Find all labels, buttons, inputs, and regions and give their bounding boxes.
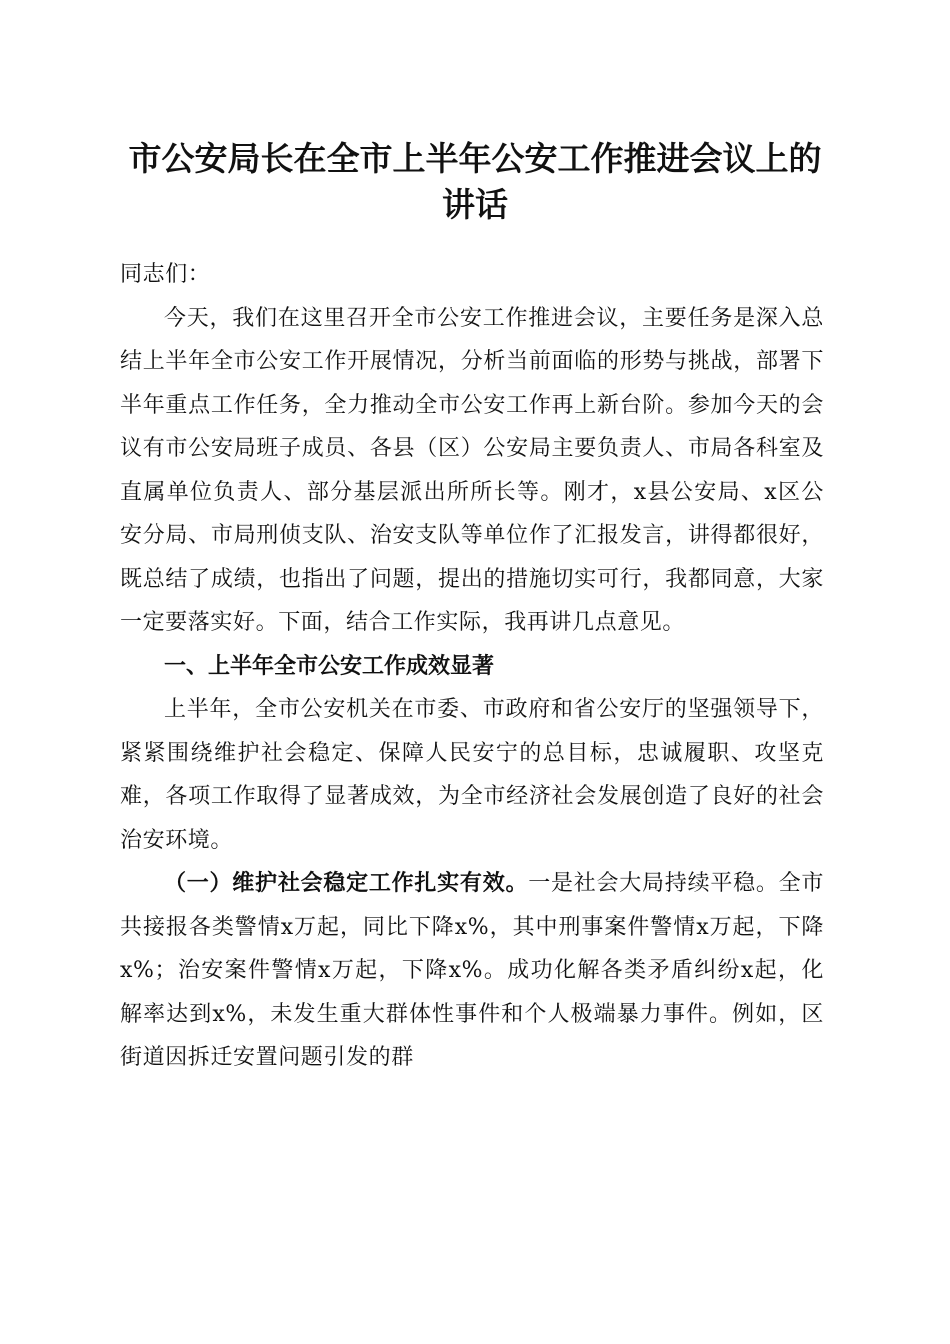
intro-paragraph: 今天，我们在这里召开全市公安工作推进会议，主要任务是深入总结上半年全市公安工作开展情况，分析当前面临的形势与挑战，部署下半年重点工作任务，全力推动全市公安工作再上新台阶。参加今天的会议有市公安局班子成员、各县（区）公安局主要负责人、市局各科室及直属单位负责人、部分基层派出所所长等。刚才，x县公安局、x区公安分局、市局刑侦支队、治安支队等单位作了汇报发言，讲得都很好，既总结了成绩，也指出了问题，提出的措施切实可行，我都同意，大家一定要落实好。下面，结合工作实际，我再讲几点意见。	[120, 305, 824, 635]
subsection-lead: （一）维护社会稳定工作扎实有效。	[164, 870, 529, 896]
section-heading: 一、上半年全市公安工作成效显著	[164, 653, 495, 679]
subsection-body: 一是社会大局持续平稳。全市共接报各类警情x万起，同比下降x%，其中刑事案件警情x万起，下降x%；治安案件警情x万起，下降x%。成功化解各类矛盾纠纷x起，化解率达到x%，未发生重大群体性事件和个人极端暴力事件。例如，区街道因拆迁安置问题引发的群	[120, 871, 824, 1070]
salutation: 同志们：	[120, 262, 211, 287]
section-paragraph: 上半年，全市公安机关在市委、市政府和省公安厅的坚强领导下，紧紧围绕维护社会稳定、保障人民安宁的总目标，忠诚履职、攻坚克难，各项工作取得了显著成效，为全市经济社会发展创造了良好的社会治安环境。	[120, 697, 824, 853]
document-title: 市公安局长在全市上半年公安工作推进会议上的讲话	[128, 139, 822, 224]
subsection-paragraph	[120, 862, 824, 1080]
document-body	[120, 253, 824, 1080]
